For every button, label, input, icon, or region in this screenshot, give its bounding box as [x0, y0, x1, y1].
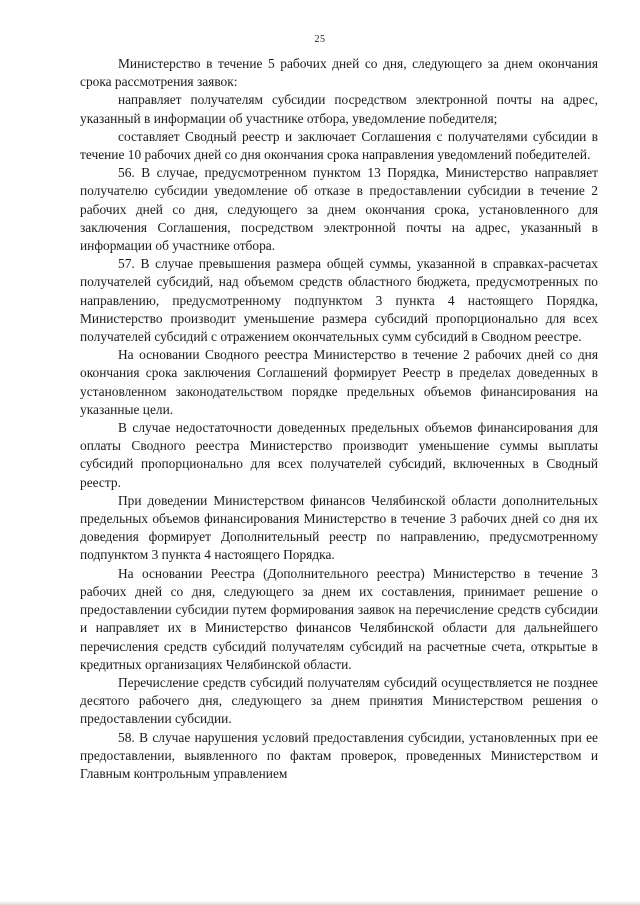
paragraph: Перечисление средств субсидий получателям субсидий осуществляется не позднее десятого рабочего дня, следующего за днем принятия Министерством решения о предоставлении субсидии.: [80, 674, 598, 727]
paragraph-58: 58. В случае нарушения условий предоставления субсидии, установленных при ее предоставлении, выявленного по фактам проверок, проведенных Министерством и Главным контрольным управлением: [80, 729, 598, 781]
paragraph-57: 57. В случае превышения размера общей суммы, указанной в справках-расчетах получателей субсидий, над объемом средств областного бюджета, предусмотренных по направлению, предусмотренному подпунктом 3 пункта 4 настоящего Порядка, Министерство производит уменьшение размера субсидий пропорционально для всех получателей субсидий с отражением окончательных сумм субсидий в Сводном реестре.: [80, 256, 598, 345]
paragraph: На основании Сводного реестра Министерство в течение 2 рабочих дней со дня окончания срока заключения Соглашений формирует Реестр в пределах доведенных в установленном законодательством порядке предельных объемов финансирования на указанные цели.: [80, 347, 598, 417]
paragraph: При доведении Министерством финансов Челябинской области дополнительных предельных объемов финансирования Министерство в течение 3 рабочих дней со дня их доведения формирует Дополнительный реестр по направлению, предусмотренному подпунктом 3 пункта 4 настоящего Порядка.: [80, 492, 598, 563]
paragraph: На основании Реестра (Дополнительного реестра) Министерство в течение 3 рабочих дней со дня, следующего за днем их составления, принимает решение о предоставлении субсидии путем формирования заявок на перечисление средств субсидии и направляет их в Министерство финансов Челябинской области для дальнейшего перечисления средств субсидий получателям субсидий на расчетные счета, открытые в кредитных организациях Челябинской области.: [80, 565, 598, 672]
paragraph: направляет получателям субсидии посредством электронной почты на адрес, указанный в информации об участнике отбора, уведомление победителя;: [80, 92, 598, 126]
scan-edge: [0, 901, 640, 905]
paragraph-56: 56. В случае, предусмотренном пунктом 13 Порядка, Министерство направляет получателю субсидии уведомление об отказе в предоставлении субсидии в течение 2 рабочих дней со дня, следующего за днем окончания срока, установленного для заключения Соглашения, посредством электронной почты на адрес, указанный в информации об участнике отбора.: [80, 165, 598, 254]
paragraph: В случае недостаточности доведенных предельных объемов финансирования для оплаты Сводного реестра Министерство производит уменьшение суммы выплаты субсидий пропорционально для всех получателей субсидий, включенных в Сводный реестр.: [80, 420, 598, 490]
paragraph: Министерство в течение 5 рабочих дней со дня, следующего за днем окончания срока рассмотрения заявок:: [80, 56, 598, 90]
page-number: 25: [314, 34, 326, 45]
document-body: [80, 55, 598, 783]
paragraph: составляет Сводный реестр и заключает Соглашения с получателями субсидии в течение 10 рабочих дней со дня окончания срока направления уведомлений победителей.: [80, 128, 598, 163]
